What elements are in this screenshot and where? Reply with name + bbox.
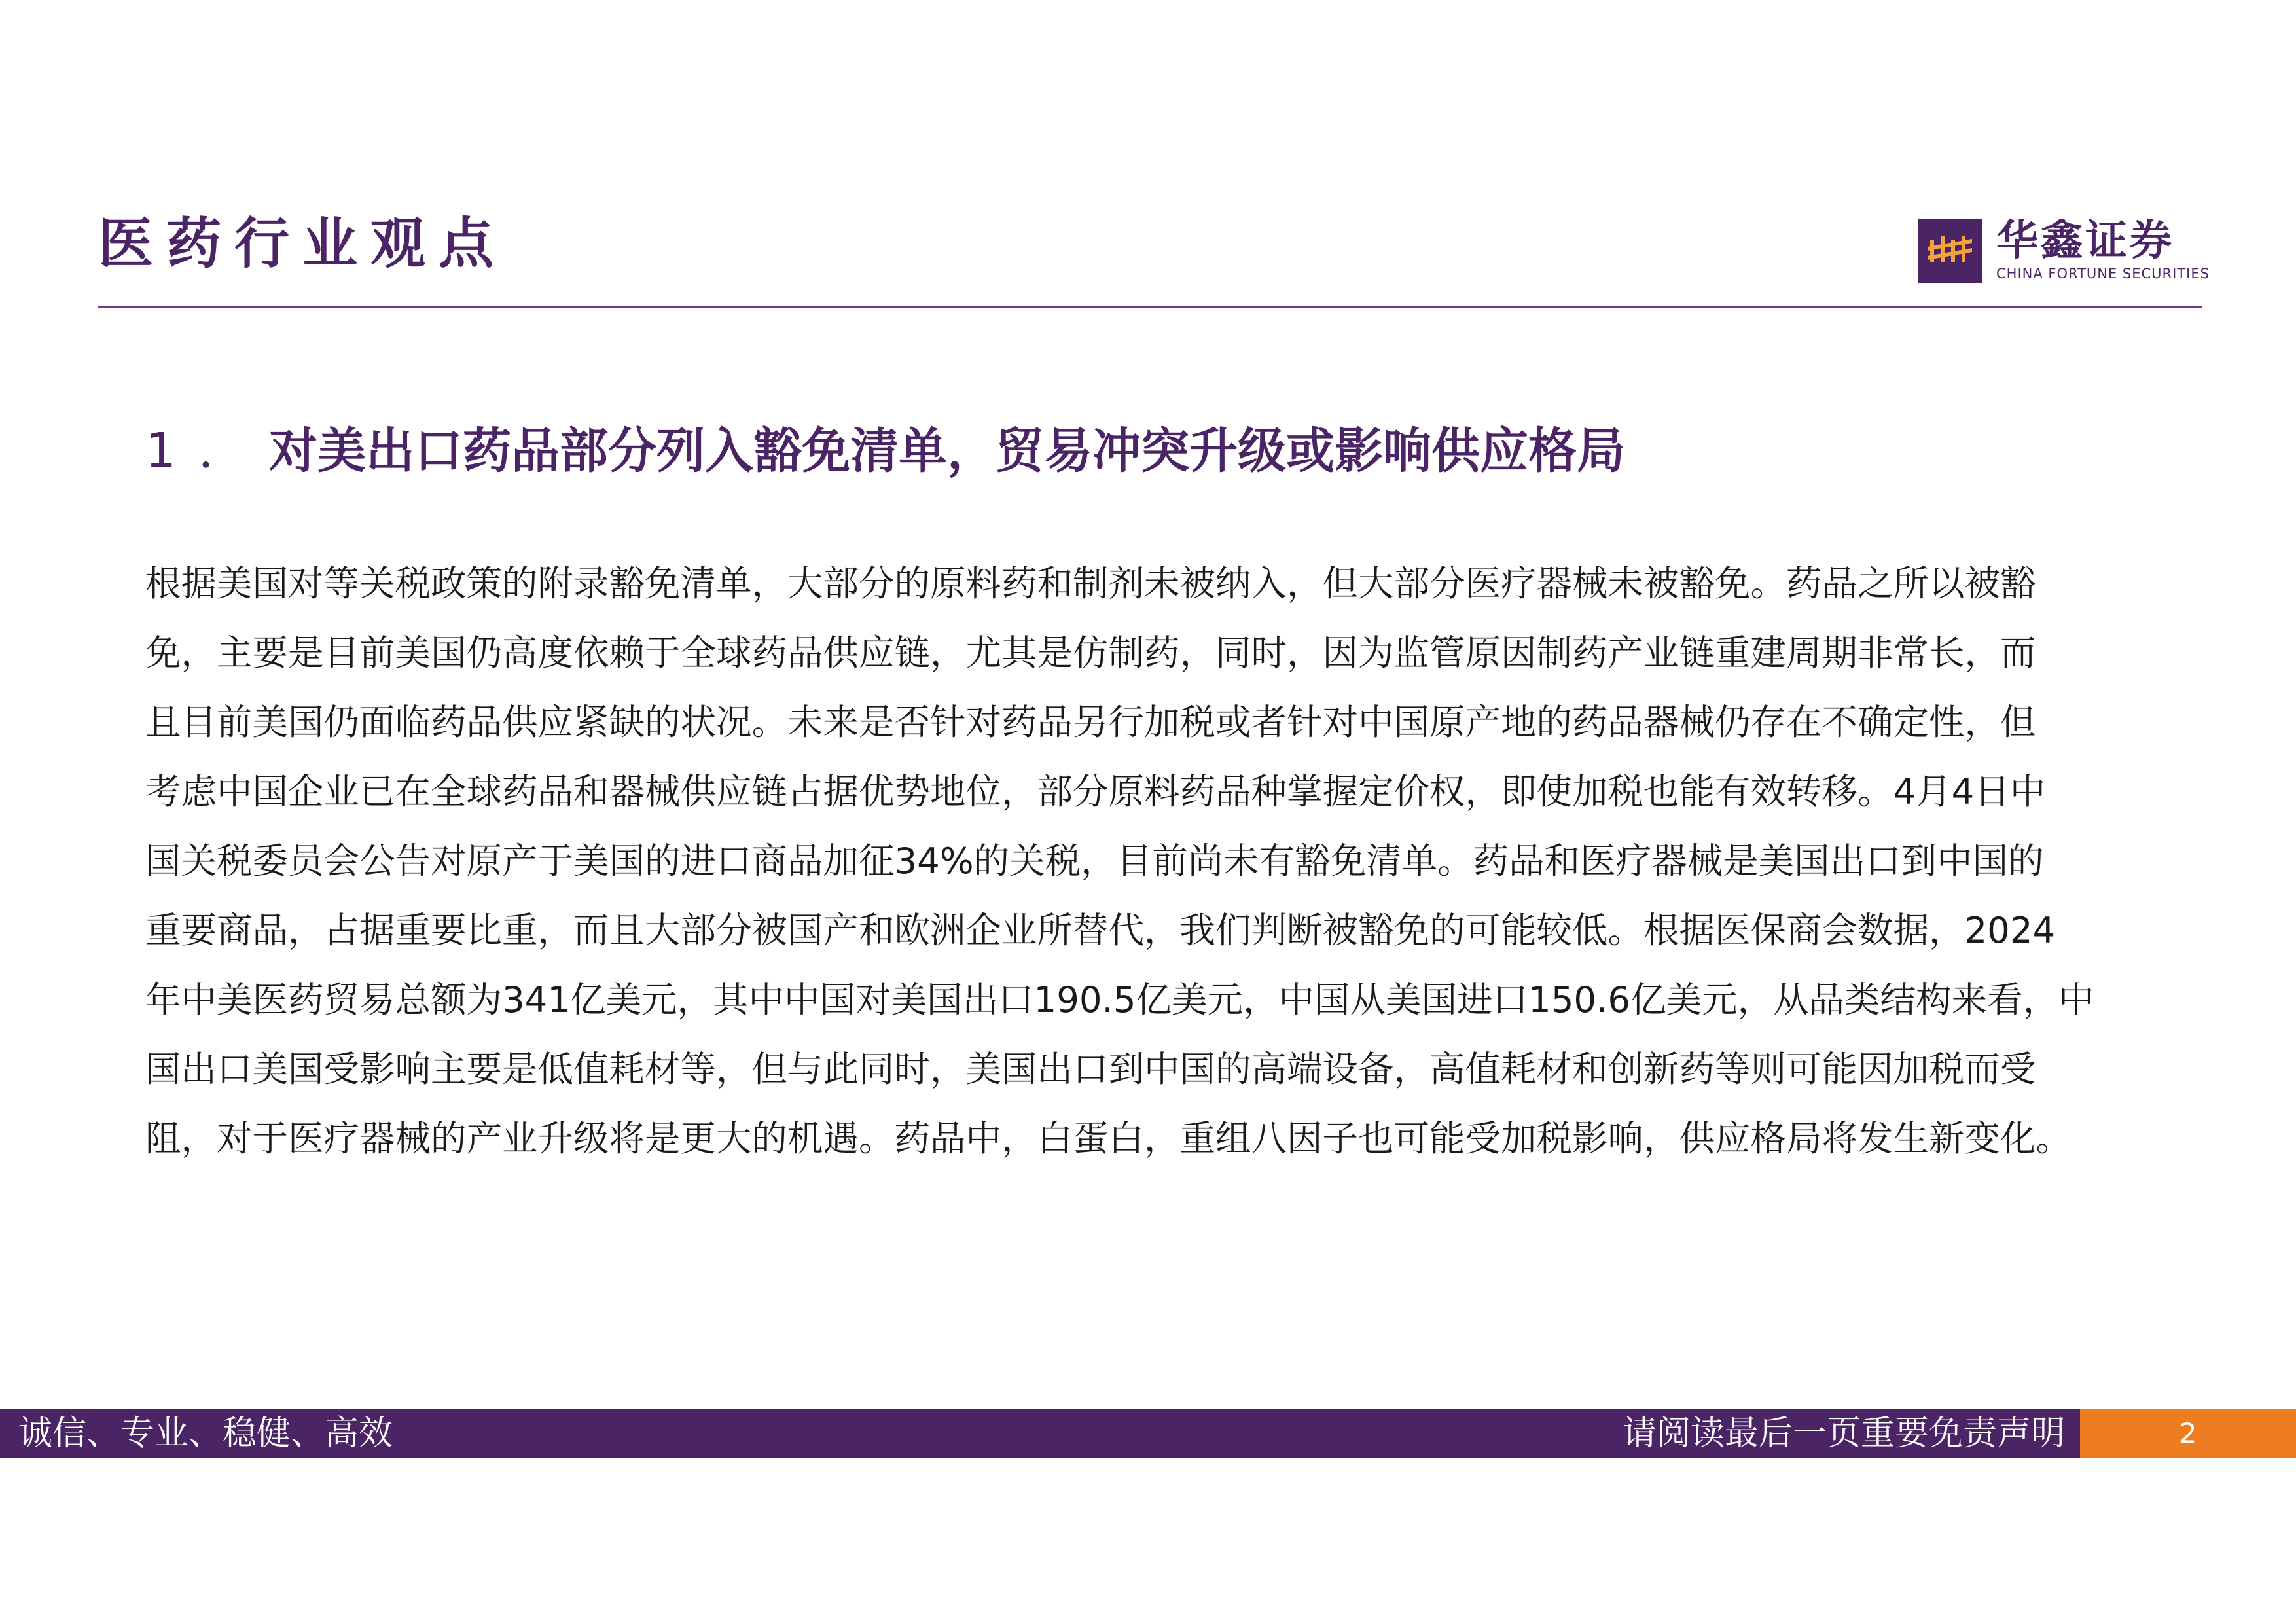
paragraph-line: 免，主要是目前美国仍高度依赖于全球药品供应链，尤其是仿制药，同时，因为监管原因制药产业链重建周期非常长，而 xyxy=(145,632,2036,674)
section-number: 1． xyxy=(145,423,270,479)
page-number: 2 xyxy=(2179,1417,2197,1449)
paragraph-line: 国出口美国受影响主要是低值耗材等，但与此同时，美国出口到中国的高端设备，高值耗材和创新药等则可能因加税而受 xyxy=(145,1048,2036,1090)
paragraph-line: 国关税委员会公告对原产于美国的进口商品加征34%的关税，目前尚未有豁免清单。药品和医疗器械是美国出口到中国的 xyxy=(145,840,2044,882)
paragraph-line: 阻，对于医疗器械的产业升级将是更大的机遇。药品中，白蛋白，重组八因子也可能受加税影响，供应格局将发生新变化。 xyxy=(145,1117,2072,1159)
paragraph-line: 考虑中国企业已在全球药品和器械供应链占据优势地位，部分原料药品种掌握定价权，即使加税也能有效转移。4月4日中 xyxy=(145,770,2046,812)
footer-slogan: 诚信、专业、稳健、高效 xyxy=(18,1414,393,1453)
logo-chinese-name: 华鑫证券 xyxy=(1996,216,2174,265)
body-paragraph xyxy=(145,549,2207,1173)
section-heading xyxy=(145,423,1626,479)
footer-disclaimer: 请阅读最后一页重要免责声明 xyxy=(1622,1414,2065,1453)
header-divider xyxy=(98,306,2202,308)
page-category-title: 医药行业观点 xyxy=(98,211,507,276)
paragraph-line: 且目前美国仍面临药品供应紧缺的状况。未来是否针对药品另行加税或者针对中国原产地的药品器械仍存在不确定性，但 xyxy=(145,701,2036,743)
company-logo xyxy=(1918,216,2210,285)
logo-mark-icon xyxy=(1918,219,1982,283)
section-heading-text: 对美出口药品部分列入豁免清单，贸易冲突升级或影响供应格局 xyxy=(269,423,1626,479)
paragraph-line: 根据美国对等关税政策的附录豁免清单，大部分的原料药和制剂未被纳入，但大部分医疗器械未被豁免。药品之所以被豁 xyxy=(145,562,2036,604)
paragraph-line: 重要商品，占据重要比重，而且大部分被国产和欧洲企业所替代，我们判断被豁免的可能较低。根据医保商会数据，2024 xyxy=(145,909,2056,951)
logo-english-name: CHINA FORTUNE SECURITIES xyxy=(1996,266,2210,282)
paragraph-line: 年中美医药贸易总额为341亿美元，其中中国对美国出口190.5亿美元，中国从美国进口150.6亿美元，从品类结构来看，中 xyxy=(145,979,2094,1020)
